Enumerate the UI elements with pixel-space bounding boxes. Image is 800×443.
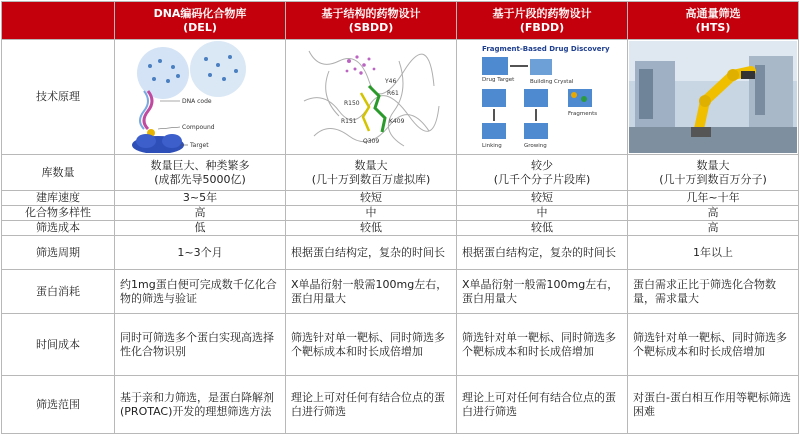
cell: 较短 (286, 191, 457, 206)
row-diversity (2, 206, 799, 221)
cell: 较少 (几千个分子片段库) (457, 155, 628, 191)
row-protein (2, 270, 799, 314)
del-illustration (115, 40, 286, 155)
cell: 较短 (457, 191, 628, 206)
row-label: 库数量 (2, 155, 115, 191)
row-label: 蛋白消耗 (2, 270, 115, 314)
sbdd-label-1: Y46 (384, 78, 396, 85)
header-corner (2, 2, 115, 40)
sbdd-illustration (286, 40, 457, 155)
cell: 几年~十年 (628, 191, 799, 206)
cell: 数量大 (几十万到数百万分子) (628, 155, 799, 191)
sbdd-label-3: R150 (343, 100, 360, 107)
cell: 约1mg蛋白便可完成数千亿化合物的筛选与验证 (115, 270, 286, 314)
fbdd-grow-label: Growing (523, 143, 547, 149)
cell: 根据蛋白结构定，复杂的时间长 (286, 236, 457, 270)
fbdd-cryst-label: Building Crystal (529, 79, 573, 85)
cell: 同时可筛选多个蛋白实现高选择性化合物识别 (115, 314, 286, 376)
cell: 数量巨大、种类繁多 (成都先导5000亿) (115, 155, 286, 191)
cell: 理论上可对任何有结合位点的蛋白进行筛选 (457, 376, 628, 434)
cell: 较低 (286, 221, 457, 236)
row-label: 筛选周期 (2, 236, 115, 270)
cell: 筛选针对单一靶标、同时筛选多个靶标成本和时长成倍增加 (286, 314, 457, 376)
row-label: 时间成本 (2, 314, 115, 376)
cell: 高 (628, 221, 799, 236)
cell: 筛选针对单一靶标、同时筛选多个靶标成本和时长成倍增加 (457, 314, 628, 376)
row-principle (2, 40, 799, 155)
row-label: 筛选范围 (2, 376, 115, 434)
cell: 中 (457, 206, 628, 221)
cell: 根据蛋白结构定，复杂的时间长 (457, 236, 628, 270)
header-row (2, 2, 799, 40)
cell: 对蛋白-蛋白相互作用等靶标筛选困难 (628, 376, 799, 434)
fbdd-prop-label: Fragments (567, 111, 597, 117)
cell: X单晶衍射一般需100mg左右，蛋白用量大 (457, 270, 628, 314)
row-cycle (2, 236, 799, 270)
header-sbdd: 基于结构的药物设计 (SBDD) (286, 2, 457, 40)
cell: 蛋白需求正比于筛选化合物数量，需求量大 (628, 270, 799, 314)
sbdd-label-4: R151 (340, 118, 357, 125)
cell: 基于亲和力筛选，是蛋白降解剂(PROTAC)开发的理想筛选方法 (115, 376, 286, 434)
sbdd-label-6: Q309 (362, 138, 379, 145)
row-library-size (2, 155, 799, 191)
cell: 1年以上 (628, 236, 799, 270)
fbdd-title: Fragment-Based Drug Discovery (481, 45, 610, 53)
cell: 数量大 (几十万到数百万虚拟库) (286, 155, 457, 191)
row-label: 技术原理 (2, 40, 115, 155)
del-label-compound: Compound (181, 124, 215, 131)
row-label: 筛选成本 (2, 221, 115, 236)
cell: 理论上可对任何有结合位点的蛋白进行筛选 (286, 376, 457, 434)
row-scope (2, 376, 799, 434)
row-label: 建库速度 (2, 191, 115, 206)
del-label-dna: DNA code (181, 98, 212, 105)
fbdd-illustration (457, 40, 628, 155)
cell: 较低 (457, 221, 628, 236)
header-hts: 高通量筛选 (HTS) (628, 2, 799, 40)
row-build-speed (2, 191, 799, 206)
sbdd-label-2: R61 (386, 90, 399, 97)
cell: 筛选针对单一靶标、同时筛选多个靶标成本和时长成倍增加 (628, 314, 799, 376)
fbdd-target-label: Drug Target (481, 77, 514, 83)
header-fbdd: 基于片段的药物设计 (FBDD) (457, 2, 628, 40)
cell: X单晶衍射一般需100mg左右，蛋白用量大 (286, 270, 457, 314)
cell: 3~5年 (115, 191, 286, 206)
header-del: DNA编码化合物库 (DEL) (115, 2, 286, 40)
row-time-cost (2, 314, 799, 376)
sbdd-label-5: K409 (388, 118, 404, 125)
cell: 高 (115, 206, 286, 221)
cell: 低 (115, 221, 286, 236)
comparison-table (1, 1, 799, 434)
hts-illustration (628, 40, 799, 155)
cell: 中 (286, 206, 457, 221)
cell: 1~3个月 (115, 236, 286, 270)
row-label: 化合物多样性 (2, 206, 115, 221)
del-label-target: Target (189, 142, 209, 149)
row-cost (2, 221, 799, 236)
fbdd-link-label: Linking (481, 143, 502, 149)
cell: 高 (628, 206, 799, 221)
